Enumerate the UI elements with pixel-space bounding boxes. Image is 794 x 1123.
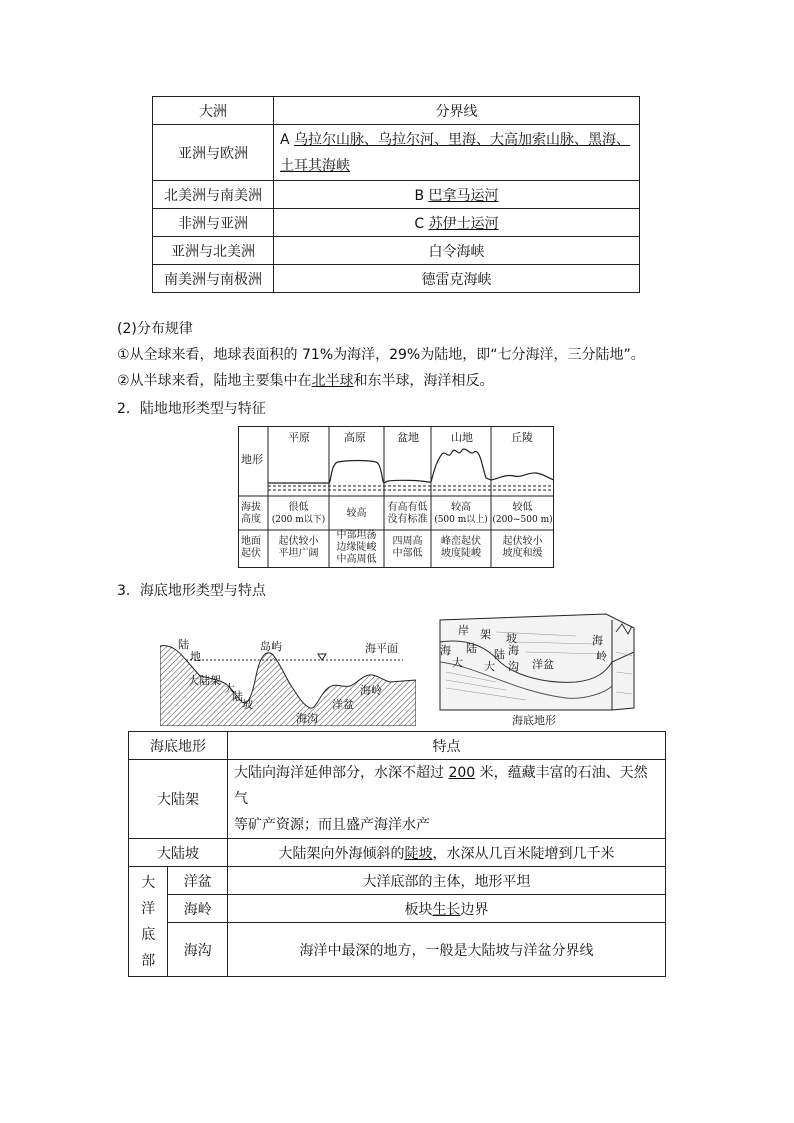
- fig2-label: 海: [440, 644, 451, 657]
- continent-boundary-table: [152, 96, 640, 293]
- text-part: ②从半球来看，陆地主要集中在: [117, 373, 312, 389]
- feature-ridge: [228, 895, 666, 923]
- text-part: 大陆向海洋延伸部分，水深不超过: [234, 765, 449, 781]
- surface-basin: [384, 536, 431, 560]
- altitude-range: (500 m以上): [434, 515, 488, 525]
- boundary-cell: [274, 125, 640, 181]
- fig2-label: 坡: [506, 632, 517, 645]
- surface-text: 中部低: [392, 548, 423, 559]
- label-slope-3: 坡: [242, 698, 253, 711]
- type-basin: 洋盆: [168, 867, 228, 895]
- group-char: 洋: [141, 900, 156, 917]
- label-basin: 洋盆: [332, 698, 354, 711]
- text-underlined: 北半球: [311, 373, 354, 389]
- label-shelf: 大陆架: [188, 674, 221, 687]
- type-plain: 平原: [288, 431, 310, 444]
- boundary-text: 巴拿马运河: [428, 187, 499, 204]
- fig2-label: 架: [480, 628, 491, 641]
- surface-text: 峰峦起伏: [441, 536, 481, 547]
- surface-text: 四周高: [392, 536, 423, 547]
- distribution-global: ①从全球来看，地球表面积的 71%为海洋，29%为陆地，即“七分海洋，三分陆地”。: [117, 347, 645, 363]
- label-trench: 海沟: [296, 712, 318, 725]
- text-part: 大陆架向外海倾斜的: [278, 845, 405, 862]
- pair-cell: 南美洲与南极洲: [153, 265, 274, 293]
- text-part: 板块: [404, 901, 433, 918]
- boundary-prefix: B: [414, 187, 429, 204]
- text-part: ，水深从几百米陡增到几千米: [432, 845, 615, 862]
- fig2-label: 海: [592, 634, 603, 647]
- fig2-label: 陆: [466, 642, 477, 655]
- text-underlined: 陡坡: [404, 845, 433, 862]
- header-continent: 大洲: [153, 97, 274, 125]
- feature-trench: 海洋中最深的地方，一般是大陆坡与洋盆分界线: [228, 923, 666, 977]
- surface-head-1: 地面: [241, 536, 261, 547]
- boundary-prefix: A: [280, 131, 295, 148]
- type-ridge: 海岭: [168, 895, 228, 923]
- pair-cell: 亚洲与欧洲: [153, 125, 274, 181]
- surface-head-2: 起伏: [241, 548, 261, 559]
- label-ridge: 海岭: [360, 684, 382, 697]
- seafloor-figure-caption: 海底地形: [512, 714, 556, 727]
- distribution-heading: (2)分布规律: [117, 321, 193, 337]
- seafloor-profile-figure: [160, 636, 416, 726]
- fig2-label: 洋盆: [532, 658, 554, 671]
- header-seafloor-type: 海底地形: [129, 732, 228, 760]
- label-slope-2: 陆: [232, 690, 243, 703]
- boundary-text-2: 土耳其海峡: [280, 157, 350, 174]
- group-ocean-floor: [129, 867, 168, 977]
- label-island: 岛屿: [260, 640, 282, 653]
- pair-cell: 非洲与亚洲: [153, 209, 274, 237]
- type-plateau: 高原: [344, 431, 366, 444]
- text-part: 和东半球，海洋相反。: [353, 373, 494, 389]
- surface-text: 起伏较小: [278, 536, 319, 547]
- surface-plain: [268, 536, 329, 560]
- surface-mountain: [431, 536, 491, 560]
- altitude-head-1: 海拔: [241, 502, 261, 513]
- boundary-cell: [274, 181, 640, 209]
- boundary-prefix: C: [414, 215, 429, 232]
- type-shelf: 大陆架: [129, 760, 228, 839]
- type-trench: 海沟: [168, 923, 228, 977]
- feature-basin: 大洋底部的主体，地形平坦: [228, 867, 666, 895]
- text-part: 米，蕴藏丰富的石油、天然气: [234, 765, 648, 807]
- altitude-plateau: [329, 508, 384, 520]
- group-char: 部: [141, 952, 156, 969]
- label-slope-1: 大: [224, 682, 235, 695]
- feature-shelf: [228, 760, 666, 839]
- type-mountain: 山地: [451, 431, 473, 444]
- text-part: 边界: [460, 901, 489, 918]
- altitude-value: 有高有低: [387, 502, 428, 513]
- fig2-label: 大: [484, 660, 495, 673]
- fig2-label: 大: [452, 656, 463, 669]
- distribution-hemisphere: [117, 370, 494, 390]
- row-head-terrain: 地形: [241, 453, 263, 466]
- fig2-label: 岭: [596, 650, 607, 663]
- surface-text: 中部坦荡: [336, 530, 377, 541]
- landform-figure: [238, 426, 554, 568]
- type-hill: 丘陵: [511, 431, 533, 444]
- text-underlined: 生长: [432, 901, 461, 918]
- altitude-head: [241, 502, 261, 526]
- altitude-basin: [384, 502, 431, 526]
- altitude-value: 较高: [346, 508, 367, 519]
- altitude-range: (200~500 m): [492, 515, 553, 525]
- surface-text: 中高周低: [336, 554, 377, 565]
- surface-text: 起伏较小: [502, 536, 543, 547]
- label-land-1: 陆: [178, 638, 189, 651]
- label-sea-level: 海平面: [365, 642, 398, 655]
- boundary-cell: [274, 209, 640, 237]
- header-boundary: 分界线: [274, 97, 640, 125]
- feature-slope: [228, 839, 666, 867]
- type-basin: 盆地: [397, 431, 419, 444]
- boundary-text: 乌拉尔山脉、乌拉尔河、里海、大高加索山脉、黑海、: [294, 131, 631, 148]
- pair-cell: 亚洲与北美洲: [153, 237, 274, 265]
- boundary-text: 苏伊士运河: [428, 215, 499, 232]
- text-underlined: 200: [448, 765, 476, 781]
- pair-cell: 北美洲与南美洲: [153, 181, 274, 209]
- altitude-value: 很低: [288, 502, 309, 513]
- surface-plateau: [329, 530, 384, 566]
- text-part: 等矿产资源；而且盛产海洋水产: [234, 817, 430, 833]
- altitude-plain: [268, 502, 329, 526]
- surface-text: 坡度陡峻: [441, 548, 481, 559]
- surface-head: [241, 536, 261, 560]
- type-slope: 大陆坡: [129, 839, 228, 867]
- altitude-mountain: [431, 502, 491, 526]
- group-char: 大: [141, 874, 156, 891]
- surface-text: 坡度和缓: [502, 548, 543, 559]
- altitude-range: 没有标准: [387, 514, 428, 525]
- boundary-cell: 白令海峡: [274, 237, 640, 265]
- altitude-value: 较高: [451, 502, 471, 513]
- surface-text: 边缘陡峻: [336, 542, 377, 553]
- group-char: 底: [141, 926, 156, 943]
- surface-hill: [491, 536, 554, 560]
- seafloor-block-figure: [436, 612, 636, 728]
- label-land-2: 地: [190, 650, 201, 663]
- section-heading-seafloor: 3．海底地形类型与特点: [117, 583, 266, 599]
- altitude-range: (200 m以下): [271, 515, 326, 525]
- altitude-hill: [491, 502, 554, 526]
- fig2-label: 岸: [458, 624, 469, 637]
- fig2-label: 沟: [508, 660, 519, 673]
- section-heading-landforms: 2．陆地地形类型与特征: [117, 401, 266, 417]
- boundary-cell: 德雷克海峡: [274, 265, 640, 293]
- seafloor-table: [128, 731, 666, 977]
- fig2-label: 海: [508, 644, 519, 657]
- altitude-head-2: 高度: [241, 514, 261, 525]
- surface-text: 平坦广阔: [278, 548, 319, 559]
- altitude-value: 较低: [512, 502, 533, 513]
- fig2-label: 陆: [494, 648, 505, 661]
- header-features: 特点: [228, 732, 666, 760]
